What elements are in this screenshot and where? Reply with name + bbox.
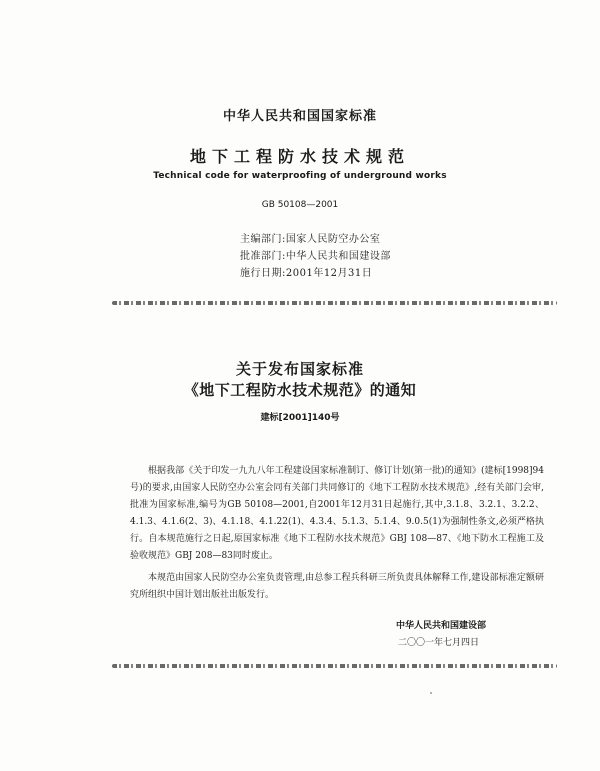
signature-date: 二〇〇一年七月四日 xyxy=(398,638,480,648)
notice-title-line2: 《地下工程防水技术规范》的通知 xyxy=(183,381,417,399)
approval-department: 批准部门:中华人民共和国建设部 xyxy=(240,251,391,262)
notice-title-line1: 关于发布国家标准 xyxy=(235,360,364,378)
divider-line xyxy=(112,301,557,305)
notice-document-number: 建标[2001]140号 xyxy=(260,413,340,423)
effective-date: 施行日期:2001年12月31日 xyxy=(240,268,373,279)
divider-line xyxy=(112,664,557,668)
standard-code: GB 50108—2001 xyxy=(261,200,339,210)
editor-department: 主编部门:国家人民防空办公室 xyxy=(240,234,381,245)
standard-category: 中华人民共和国国家标准 xyxy=(222,109,377,124)
document-title-english: Technical code for waterproofing of underground works xyxy=(153,171,447,181)
scan-speck xyxy=(430,692,432,694)
signature-organization: 中华人民共和国建设部 xyxy=(396,621,487,631)
notice-paragraph-2: 本规范由国家人民防空办公室负责管理,由总参工程兵科研三所负责具体解释工作,建设部标准定额研究所组织中国计划出版社出版发行。 xyxy=(130,573,544,600)
notice-paragraph-1: 根据我部《关于印发一九九八年工程建设国家标准制订、修订计划(第一批)的通知》(建标[1998]94号)的要求,由国家人民防空办公室会同有关部门共同修订的《地下工程防水技术规范》,经有关部门会审,批准为国家标准,编号为GB 50108—2001,自2001年12月31日起施行,其中,3.1.8、3.2.1、3.2.2、4.1.3、4.1.6(2、3)、4.1.18、4.1.22(1)、4.3.4、5.1.3、5.1.4、9.0.5(1)为强制性条文,必须严格执行。自本规范施行之日起,原国家标准《地下工程防水技术规范》GBJ 108—87、《地下防水工程施工及验收规范》GBJ 208—83同时废止。 xyxy=(130,466,544,561)
document-title: 地下工程防水技术规范 xyxy=(189,147,410,166)
